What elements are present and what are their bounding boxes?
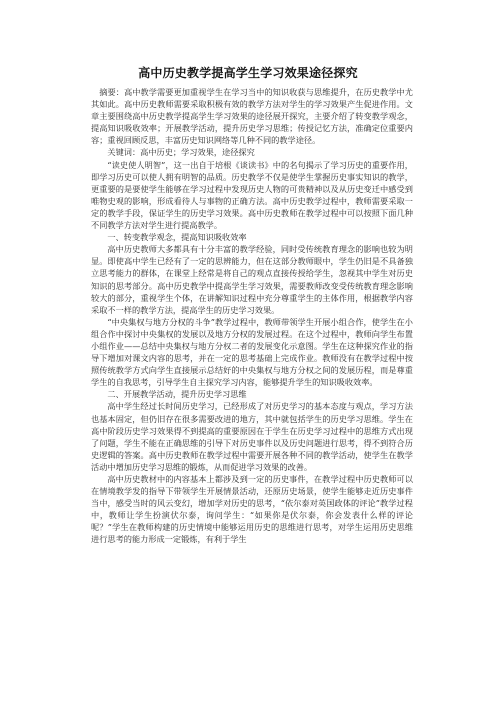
body-paragraph: 高中历史教材中的内容基本上都涉及到一定的历史事件，在教学过程中历史教师可以在情境教学发的指导下带领学生开展情景活动，还原历史场景，使学生能够走近历史事件当中，感受当时的风云变幻，增加学对历史的思考，“依尔泰对英国政体的评论”教学过程中，教师让学生扮演伏尔泰，询问学生：“如果你是伏尔泰，你会发表什么样的评论呢？”学生在教师构建的历史情境中能够运用历史的思维进行思考，对学生运用历史思维进行思考的能力形成一定锻炼，有利于学生 — [91, 474, 413, 545]
keywords-line: 关键词：高中历史；学习效果，途径探究 — [107, 147, 255, 158]
section-heading-2: 二、开展教学活动，提升历史学习思维 — [107, 389, 247, 400]
body-paragraph: 高中历史教师大多都具有十分丰富的教学经验，同时受传统教育理念的影响也较为明显。即使高中学生已经有了一定的思辨能力，但在这部分教师眼中，学生仍旧是不具备独立思考能力的群体，在课堂上经常是将自己的观点直接传授给学生，忽视其中学生对历史知识的思考部分。高中历史教学中提高学生学习效果，需要教师改变受传统教育理念影响较大的部分，重视学生个体，在讲解知识过程中充分尊重学生的主体作用，根据教学内容采取不一样的教学方法，提高学生的历史学习效果。 — [91, 244, 413, 315]
body-paragraph: 高中学生经过长时间历史学习，已经形成了对历史学习的基本态度与观点，学习方法也基本固定，但仍旧存在很多需要改进的地方，其中就包括学生的历史学习思维。学生在高中阶段历史学习效果得不到提高的重要原因在于学生在历史学习过程中的思维方式出现了问题，学生不能在正确思维的引导下对历史事件以及历史问题进行思考，得不到符合历史逻辑的答案。高中历史教师在教学过程中需要开展各种不同的教学活动，使学生在教学活动中增加历史学习思维的锻炼，从而促进学习效果的改善。 — [91, 401, 413, 472]
abstract-paragraph: 摘要：高中教学需要更加重视学生在学习当中的知识收获与思维提升，在历史教学中尤其如此。高中历史教师需要采取积极有效的教学方法对学生的学习效果产生促进作用。文章主要围绕高中历史教学提高学生学习效果的途径展开探究，主要介绍了转变教学观念，提高知识吸收效率；开展教学活动，提升历史学习思维；传授记忆方法，准确定位重要内容；重视回顾反思，丰富历史知识网络等几种不同的教学途径。 — [91, 87, 413, 146]
section-heading-1: 一、转变教学观念，提高知识吸收效率 — [107, 232, 247, 243]
intro-paragraph: “读史使人明智”，这一出自于培根《谈读书》中的名句揭示了学习历史的重要作用，即学习历史可以使人拥有明智的品质。历史教学不仅是使学生掌握历史事实知识的教学，更重要的是要使学生能够在学习过程中发现历史人物的可贵精神以及从历史变迁中感受到唯物史观的影响，形成看待人与事物的正确方法。高中历史教学过程中，教师需要采取一定的教学手段，保证学生的历史学习效果。高中历史教师在教学过程中可以按照下面几种不同教学方法对学生进行提高教学。 — [91, 159, 413, 231]
body-paragraph: “中央集权与地方分权的斗争”教学过程中，教师带领学生开展小组合作，使学生在小组合作中探讨中央集权的发展以及地方分权的发展过程。在这个过程中，教师向学生布置小组作业——总结中央集权与地方分权二者的发展变化示意图。学生在这种探究作业的指导下增加对课文内容的思考，并在一定的思考基础上完成作业。教师没有在教学过程中按照传统教学方式向学生直接展示总结好的中央集权与地方分权之间的发展历程，而是尊重学生的自我思考，引导学生自主探究学习内容，能够提升学生的知识吸收效率。 — [91, 316, 413, 388]
document-title: 高中历史教学提高学生学习效果途径探究 — [138, 66, 358, 80]
document-body — [91, 86, 413, 546]
